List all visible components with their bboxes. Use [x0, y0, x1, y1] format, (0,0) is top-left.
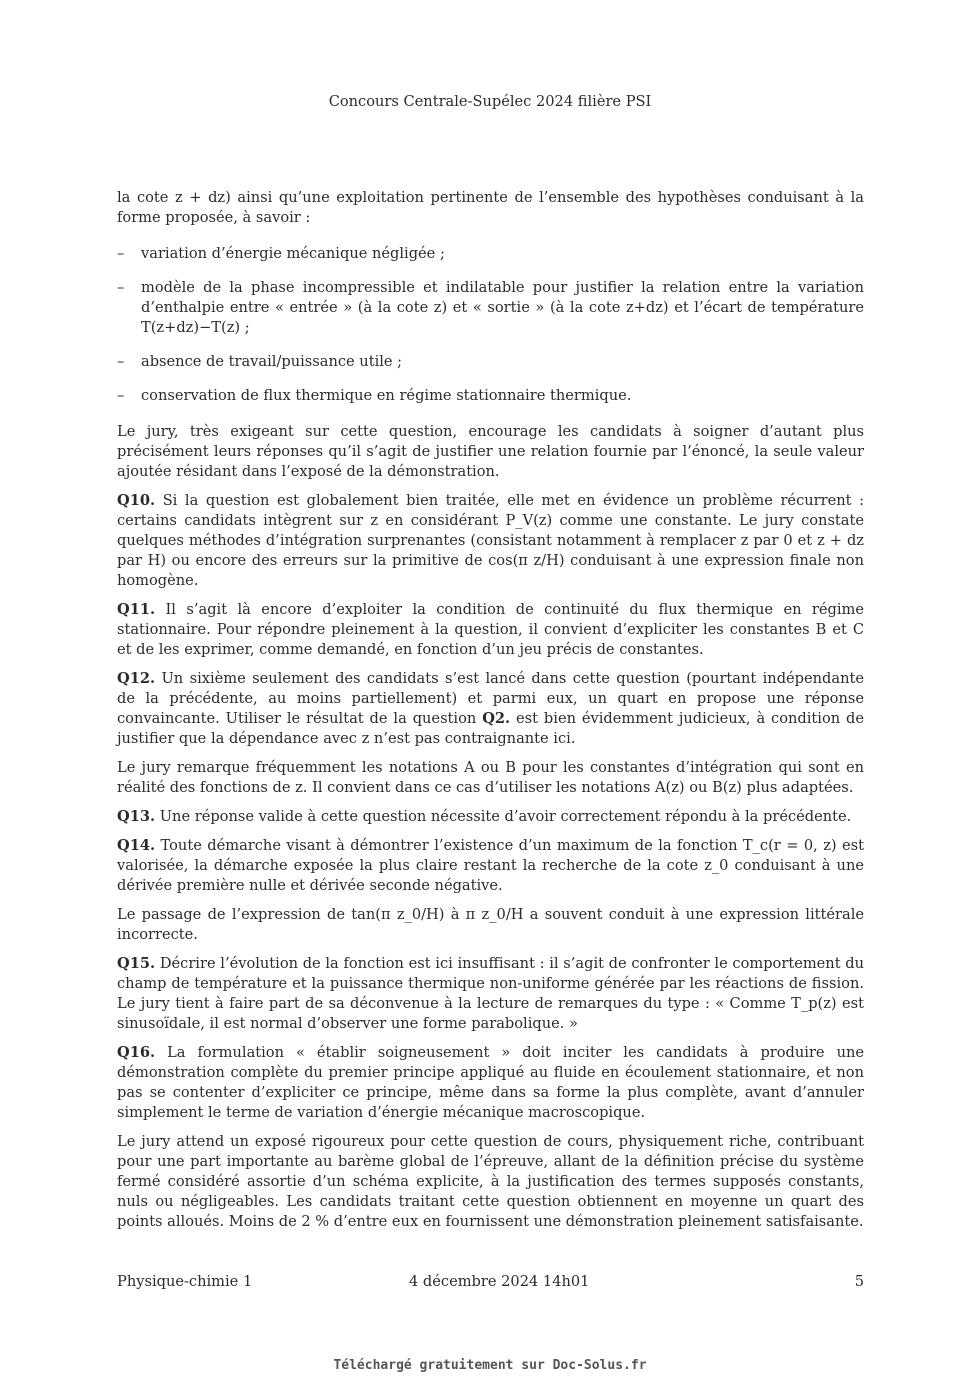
- report-body: [117, 188, 864, 1241]
- question-comment: Un sixième seulement des candidats s’est lancé dans cette question (pourtant indépendante de la précédente, au moins partiellement) et parmi eux, un quart en propose une réponse convaincante. Utiliser le résultat de la question: [117, 670, 865, 727]
- question-number: Q13.: [117, 808, 156, 825]
- question-comment: Décrire l’évolution de la fonction est ici insuffisant : il s’agit de confronter le comportement du champ de température et la puissance thermique non-uniforme générée par les réactions de fission. Le jury tient à faire part de sa déconvenue à la lecture de remarques du type : « Comme T_p(z) est sinusoïdale, il est normal d’observer une forme parabolique. »: [117, 955, 864, 1032]
- intro-paragraph: la cote z + dz) ainsi qu’une exploitation pertinente de l’ensemble des hypothèses conduisant à la forme proposée, à savoir :: [117, 189, 864, 226]
- page-header: Concours Centrale-Supélec 2024 filière PSI: [328, 93, 652, 110]
- download-notice: Téléchargé gratuitement sur Doc-Solus.fr: [333, 1358, 647, 1373]
- question-q15: [117, 954, 864, 1034]
- question-reference: Q2.: [482, 710, 511, 727]
- footer-date: 4 décembre 2024 14h01: [409, 1273, 590, 1290]
- question-number: Q16.: [117, 1044, 156, 1061]
- list-item: – variation d’énergie mécanique négligée ;: [117, 244, 864, 264]
- question-q10: [117, 491, 864, 591]
- question-comment: est bien évidemment judicieux, à condition de justifier que la dépendance avec z n’est pas contraignante ici.: [117, 710, 865, 747]
- jury-paragraph: Le jury remarque fréquemment les notations A ou B pour les constantes d’intégration qui sont en réalité des fonctions de z. Il convient dans ce cas d’utiliser les notations A(z) ou B(z) plus adaptées.: [117, 759, 864, 796]
- hypotheses-list: [117, 244, 864, 406]
- page-number: 5: [854, 1273, 864, 1290]
- question-comment: La formulation « établir soigneusement » doit inciter les candidats à produire une démonstration complète du premier principe appliqué au fluide en écoulement stationnaire, et non pas se contenter d’expliciter ce principe, même dans sa forme la plus complète, avant d’annuler simplement le terme de variation d’énergie mécanique macroscopique.: [117, 1044, 864, 1121]
- question-number: Q10.: [117, 492, 156, 509]
- question-q12: [117, 669, 864, 749]
- tan-paragraph: Le passage de l’expression de tan(π z_0/H) à π z_0/H a souvent conduit à une expression littérale incorrecte.: [117, 906, 864, 943]
- question-q14: [117, 836, 864, 896]
- question-comment: Il s’agit là encore d’exploiter la condition de continuité du flux thermique en régime stationnaire. Pour répondre pleinement à la question, il convient d’expliciter les constantes B et C et de les exprimer, comme demandé, en fonction d’un jeu précis de constantes.: [117, 601, 865, 658]
- question-q11: [117, 600, 864, 660]
- question-number: Q14.: [117, 837, 156, 854]
- question-q13: [117, 807, 864, 827]
- footer-subject: Physique-chimie 1: [117, 1273, 253, 1290]
- question-number: Q12.: [117, 670, 156, 687]
- question-number: Q11.: [117, 601, 156, 618]
- list-item: – modèle de la phase incompressible et indilatable pour justifier la relation entre la variation d’enthalpie entre « entrée » (à la cote z) et « sortie » (à la cote z+dz) et l’écart de température T(z+dz)−T(z) ;: [117, 278, 864, 338]
- question-number: Q15.: [117, 955, 156, 972]
- question-comment: Une réponse valide à cette question nécessite d’avoir correctement répondu à la précédente.: [159, 808, 852, 825]
- question-q16: [117, 1043, 864, 1123]
- page-footer: [117, 1272, 864, 1294]
- question-comment: Si la question est globalement bien traitée, elle met en évidence un problème récurrent : certains candidats intègrent sur z en considérant P_V(z) comme une constante. Le jury constate quelques méthodes d’intégration surprenantes (consistant notamment à remplacer z par 0 et z + dz par H) ou encore des erreurs sur la primitive de cos(π z/H) conduisant à une expression finale non homogène.: [117, 492, 864, 589]
- jury-paragraph: Le jury, très exigeant sur cette question, encourage les candidats à soigner d’autant plus précisément leurs réponses qu’il s’agit de justifier une relation fournie par l’énoncé, la seule valeur ajoutée résidant dans l’exposé de la démonstration.: [117, 423, 864, 480]
- jury-paragraph: Le jury attend un exposé rigoureux pour cette question de cours, physiquement riche, contribuant pour une part importante au barème global de l’épreuve, allant de la définition précise du système fermé considéré assortie d’un schéma explicite, à la justification des termes supposés constants, nuls ou négligeables. Les candidats traitant cette question obtiennent en moyenne un quart des points alloués. Moins de 2 % d’entre eux en fournissent une démonstration pleinement satisfaisante.: [117, 1133, 864, 1230]
- list-item: – conservation de flux thermique en régime stationnaire thermique.: [117, 386, 864, 406]
- question-comment: Toute démarche visant à démontrer l’existence d’un maximum de la fonction T_c(r = 0, z) est valorisée, la démarche exposée la plus claire restant la recherche de la cote z_0 conduisant à une dérivée première nulle et dérivée seconde négative.: [117, 837, 865, 894]
- list-item: – absence de travail/puissance utile ;: [117, 352, 864, 372]
